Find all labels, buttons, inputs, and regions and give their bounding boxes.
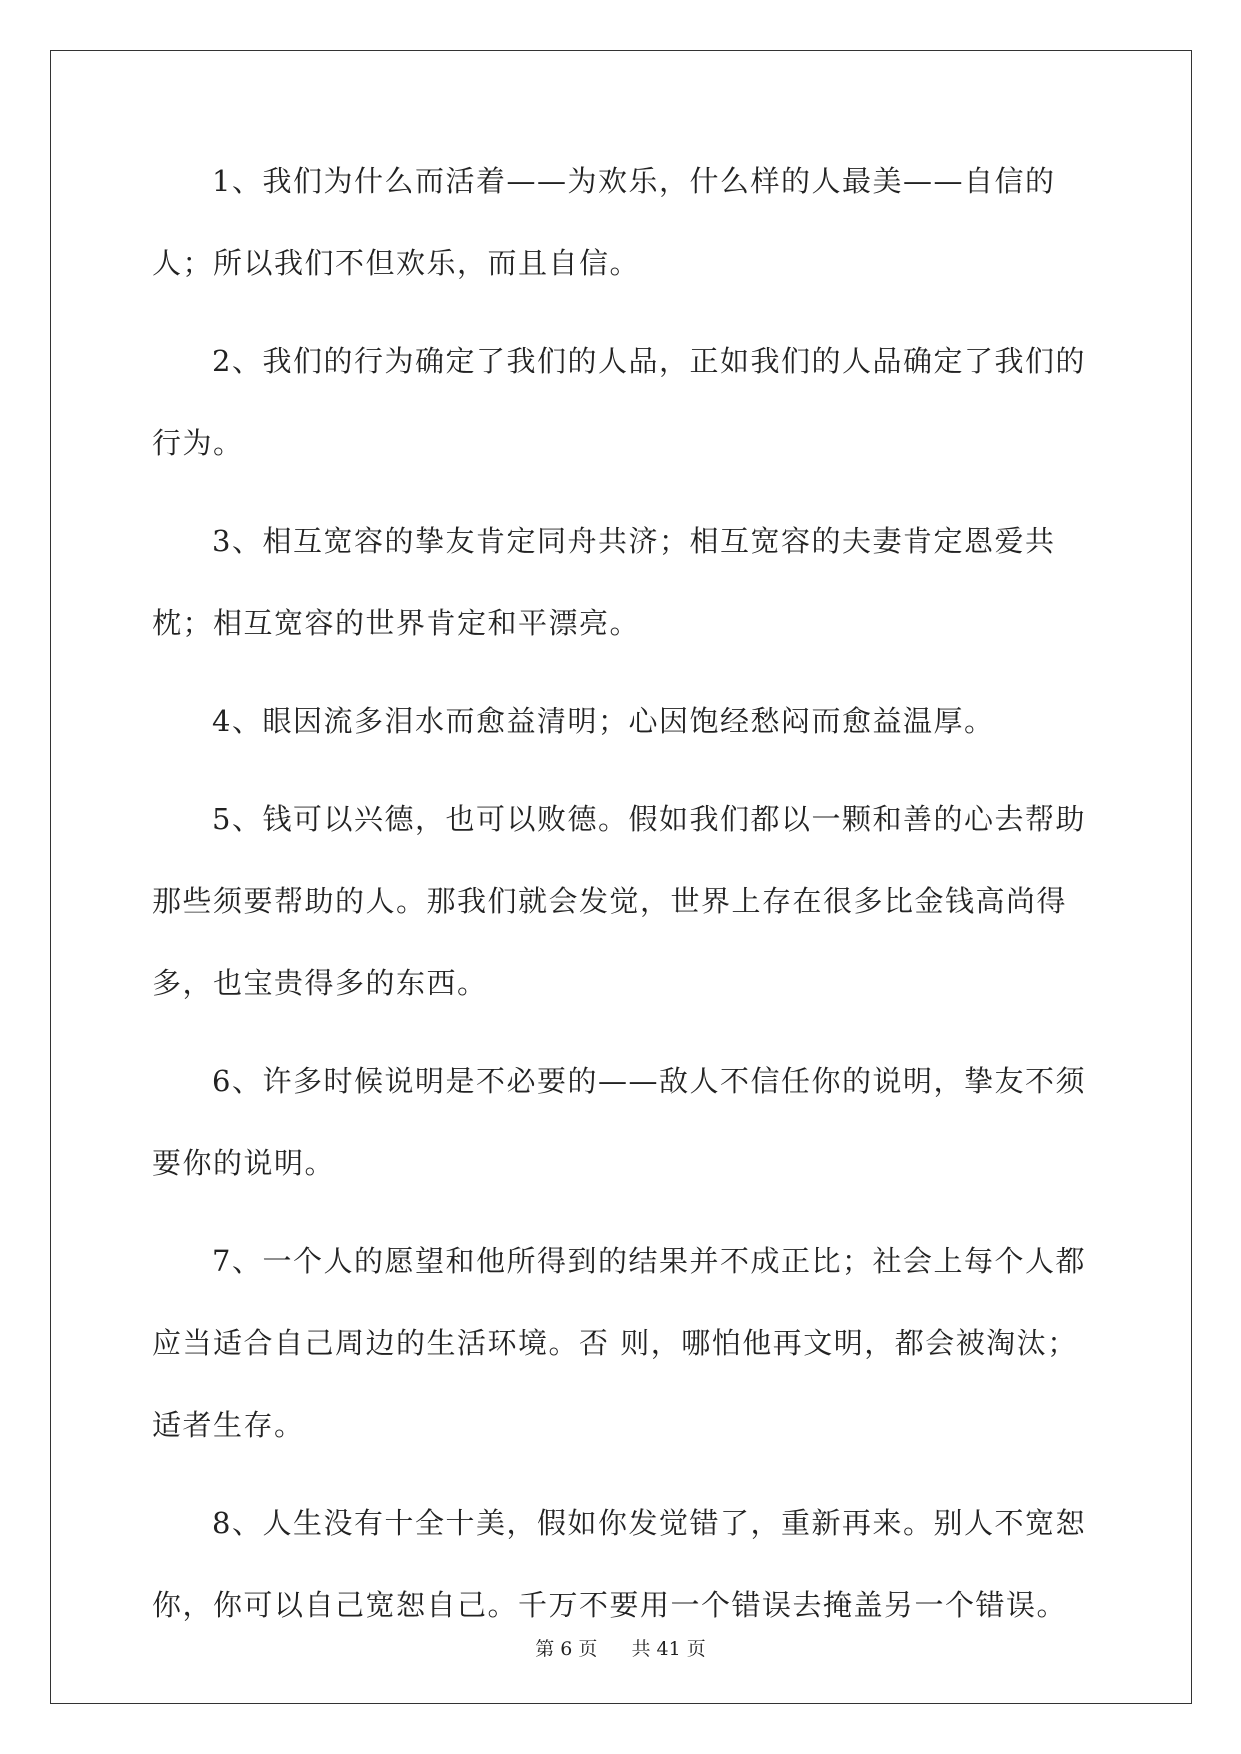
page-number: 第 6 页: [535, 1638, 598, 1660]
paragraph-4: 4、眼因流多泪水而愈益清明；心因饱经愁闷而愈益温厚。: [212, 704, 995, 738]
page-footer: [0, 1634, 1241, 1661]
paragraph-1: 1、我们为什么而活着——为欢乐，什么样的人最美——自信的人；所以我们不但欢乐，而且自信。: [152, 164, 1056, 280]
paragraph-2: 2、我们的行为确定了我们的人品，正如我们的人品确定了我们的行为。: [152, 344, 1086, 460]
document-body: [152, 160, 1092, 1662]
paragraph-3: 3、相互宽容的挚友肯定同舟共济；相互宽容的夫妻肯定恩爱共枕；相互宽容的世界肯定和平漂亮。: [152, 524, 1056, 640]
paragraph-6: 6、许多时候说明是不必要的——敌人不信任你的说明，挚友不须要你的说明。: [152, 1064, 1086, 1180]
paragraph-8: 8、人生没有十全十美，假如你发觉错了，重新再来。别人不宽恕你，你可以自己宽恕自己。千万不要用一个错误去掩盖另一个错误。: [152, 1506, 1086, 1622]
paragraph-5: 5、钱可以兴德，也可以败德。假如我们都以一颗和善的心去帮助那些须要帮助的人。那我们就会发觉，世界上存在很多比金钱高尚得多，也宝贵得多的东西。: [152, 802, 1086, 1000]
total-pages: 共 41 页: [631, 1638, 706, 1660]
paragraph-7: 7、一个人的愿望和他所得到的结果并不成正比；社会上每个人都应当适合自己周边的生活环境。否 则，哪怕他再文明，都会被淘汰；适者生存。: [152, 1244, 1086, 1442]
